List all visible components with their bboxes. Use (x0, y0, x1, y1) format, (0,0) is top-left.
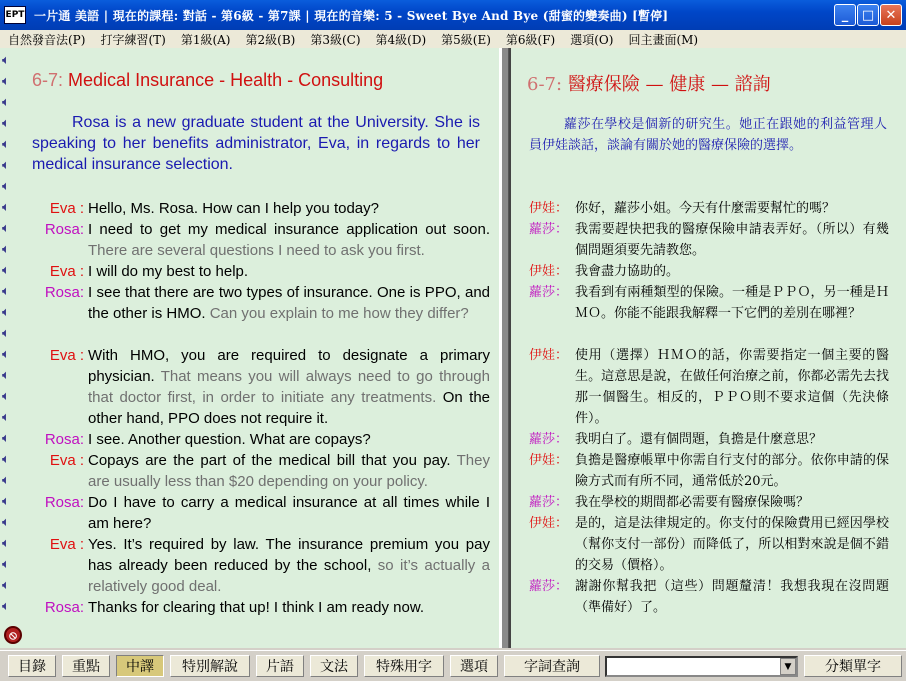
lesson-number: 6-7: (32, 70, 64, 90)
dialogue-text: I need to get my medical insurance application out soon. (88, 221, 490, 238)
speaker-eva: 伊娃： (529, 516, 569, 531)
dialogue-text: 我在學校的期間都必需要有醫療保險嗎？ (575, 495, 810, 510)
dialogue-text: With HMO, you are required to designate a primary physician. (88, 347, 490, 385)
speaker-eva: Eva : (49, 263, 84, 280)
dialogue-line (32, 429, 490, 450)
app-logo: EPT (4, 6, 26, 24)
speaker-rosa: Rosa: (44, 284, 84, 301)
dialogue-text: Do I have to carry a medical insurance at all times while I am here? (88, 494, 490, 532)
phrases-button[interactable]: 片語 (256, 655, 304, 677)
speaker-rosa: 蘿莎： (529, 285, 569, 300)
word-lookup-input[interactable] (605, 656, 798, 677)
dialogue-line (529, 513, 889, 576)
speaker-eva: Eva : (49, 536, 84, 553)
special-notes-button[interactable]: 特別解說 (170, 655, 250, 677)
speaker-icon[interactable] (2, 556, 24, 574)
lesson-title-text: Medical Insurance - Health - Consulting (68, 70, 384, 90)
dialogue-text: Copays are the part of the medical bill that you pay. (88, 452, 451, 469)
speaker-icon[interactable] (2, 220, 24, 238)
speaker-icon[interactable] (2, 304, 24, 322)
dialogue-line (529, 576, 889, 618)
speaker-rosa: 蘿莎： (529, 579, 569, 594)
menu-level-1[interactable]: 第1級(A) (180, 32, 231, 47)
speaker-icon[interactable] (2, 178, 24, 196)
dialogue-text: On the other hand, PPO does not require it. (88, 389, 491, 427)
speaker-eva: Eva : (49, 452, 84, 469)
speaker-rosa: Rosa: (44, 431, 84, 448)
close-button[interactable]: ✕ (880, 4, 902, 26)
dialogue-text: 我會盡力協助的。 (575, 264, 680, 279)
word-lookup-button[interactable]: 字詞查詢 (504, 655, 600, 677)
dialogue-line (32, 450, 490, 492)
dialogue-text: 是的，這是法律規定的。你支付的保險費用已經因學校（幫你支付一部份）而降低了，所以相對來說是個不錯的交易（價格）。 (575, 516, 889, 573)
minimize-button[interactable]: _ (834, 4, 856, 26)
title-bar (0, 0, 906, 30)
speaker-icon[interactable] (2, 157, 24, 175)
speaker-icon[interactable] (2, 598, 24, 616)
translation-button[interactable]: 中譯 (116, 655, 164, 677)
key-points-button[interactable]: 重點 (62, 655, 110, 677)
speaker-icon[interactable] (2, 115, 24, 133)
dialogue-text: I will do my best to help. (88, 263, 249, 280)
contents-button[interactable]: 目錄 (8, 655, 56, 677)
stop-icon[interactable]: ⦸ (4, 626, 22, 644)
speaker-eva: Eva : (49, 200, 84, 217)
speaker-icon[interactable] (2, 472, 24, 490)
speaker-eva: 伊娃： (529, 201, 569, 216)
menu-level-5[interactable]: 第5級(E) (441, 32, 491, 47)
dialogue-text-grey: That means you will always need to go through that doctor first, in order to initiate any treatments. (88, 368, 490, 406)
speaker-rosa: Rosa: (44, 599, 84, 616)
speaker-rosa: 蘿莎： (529, 495, 569, 510)
speaker-icon[interactable] (2, 514, 24, 532)
bottom-toolbar (0, 650, 906, 681)
speaker-icon[interactable] (2, 325, 24, 343)
lesson-title-english (32, 70, 383, 91)
category-words-button[interactable]: 分類單字 (804, 655, 902, 677)
menu-options[interactable]: 選項(O) (570, 32, 614, 47)
special-words-button[interactable]: 特殊用字 (364, 655, 444, 677)
speaker-icon[interactable] (2, 409, 24, 427)
menu-level-3[interactable]: 第3級(C) (310, 32, 361, 47)
dialogue-text: 你好，蘿莎小姐。今天有什麼需要幫忙的嗎？ (575, 201, 836, 216)
grammar-button[interactable]: 文法 (310, 655, 358, 677)
pane-divider[interactable] (501, 48, 509, 648)
menu-level-6[interactable]: 第6級(F) (505, 32, 556, 47)
maximize-button[interactable]: □ (857, 4, 879, 26)
speaker-rosa: 蘿莎： (529, 222, 569, 237)
dialogue-line (529, 450, 889, 492)
speaker-icon[interactable] (2, 73, 24, 91)
dialogue-line (529, 261, 889, 282)
lesson-number: 6-7: (527, 74, 563, 95)
dialogue-text-grey: so it’s actually a relatively good deal. (88, 557, 490, 595)
options-button[interactable]: 選項 (450, 655, 498, 677)
dialogue-text: 使用（選擇）ＨＭＯ的話，你需要指定一個主要的醫生。這意思是說，在做任何治療之前，你都必需先去找那一個醫生。相反的，ＰＰＯ則不要求這個（先決條件）。 (575, 348, 889, 426)
dialogue-line (32, 345, 490, 429)
speaker-eva: Eva : (49, 347, 84, 364)
dialogue-line (32, 597, 490, 618)
dialogue-line (32, 282, 490, 324)
menu-phonics[interactable]: 自然發音法(P) (8, 32, 86, 47)
dialogue-line (32, 198, 490, 219)
speaker-eva: 伊娃： (529, 264, 569, 279)
speaker-rosa: 蘿莎： (529, 432, 569, 447)
dialogue-line (529, 492, 889, 513)
speaker-eva: 伊娃： (529, 348, 569, 363)
menu-home[interactable]: 回主畫面(M) (628, 32, 699, 47)
dialogue-text-grey: Can you explain to me how they differ? (209, 305, 469, 322)
dialogue-line (529, 198, 889, 219)
menu-bar (0, 30, 906, 48)
dialogue-text: Thanks for clearing that up! I think I am ready now. (88, 599, 425, 616)
dialogue-text: 負擔是醫療帳單中你需自行支付的部分。依你申請的保險方式而有所不同，通常低於20元。 (575, 453, 889, 489)
menu-typing[interactable]: 打字練習(T) (100, 32, 166, 47)
window-title: 一片通 美語 | 現在的課程: 對話 - 第6級 - 第7課 | 現在的音樂: 5 - Sweet Bye And Bye (甜蜜的變奏曲) [暫停] (34, 8, 669, 23)
speaker-eva: 伊娃： (529, 453, 569, 468)
dialogue-text-grey: There are several questions I need to ask you first. (88, 242, 425, 259)
dialogue-text: Yes. It’s required by law. The insurance premium you pay has already been reduced by the school, (88, 536, 490, 574)
dialogue-text: 我明白了。還有個問題，負擔是什麼意思？ (575, 432, 823, 447)
speaker-icon[interactable] (2, 199, 24, 217)
dialogue-text: I see that there are two types of insurance. One is PPO, and the other is HMO. (88, 284, 490, 322)
dialogue-line (32, 492, 490, 534)
dialogue-text-grey: They are usually less than $20 depending on your policy. (88, 452, 490, 490)
speaker-icon[interactable] (2, 136, 24, 154)
dialogue-text: I see. Another question. What are copays? (88, 431, 371, 448)
dialogue-line (32, 219, 490, 261)
speaker-icon[interactable] (2, 283, 24, 301)
speaker-icon[interactable] (2, 451, 24, 469)
dialogue-line (529, 282, 889, 324)
chinese-pane (509, 48, 906, 648)
speaker-icon[interactable] (2, 241, 24, 259)
dialogue-line (529, 219, 889, 261)
dialogue-line (529, 345, 889, 429)
speaker-icon[interactable] (2, 535, 24, 553)
speaker-icon[interactable] (2, 388, 24, 406)
dialogue-line (32, 261, 490, 282)
speaker-rosa: Rosa: (44, 494, 84, 511)
dialogue-text: 我需要趕快把我的醫療保險申請表弄好。（所以）有幾個問題須要先請教您。 (575, 222, 889, 258)
speaker-icon[interactable] (2, 493, 24, 511)
dialogue-text: Hello, Ms. Rosa. How can I help you today? (88, 200, 379, 217)
dialogue-line (529, 429, 889, 450)
speaker-rosa: Rosa: (44, 221, 84, 238)
menu-level-2[interactable]: 第2級(B) (245, 32, 296, 47)
speaker-icon[interactable] (2, 94, 24, 112)
speaker-icon[interactable] (2, 52, 24, 70)
intro-paragraph-english: Rosa is a new graduate student at the University. She is speaking to her benefits administrator, Eva, in regards to her medical insurance selection. (32, 114, 480, 173)
dialogue-text: 我看到有兩種類型的保險。一種是ＰＰＯ，另一種是ＨＭＯ。你能不能跟我解釋一下它們的差別在哪裡？ (575, 285, 889, 321)
speaker-icon[interactable] (2, 346, 24, 364)
speaker-icon[interactable] (2, 262, 24, 280)
lesson-title-text: 醫療保險 — 健康 — 諮詢 (567, 74, 771, 95)
lesson-title-chinese (527, 70, 771, 96)
dialogue-text: 謝謝你幫我把（這些）問題釐清！我想我現在沒問題（準備好）了。 (575, 579, 889, 615)
dialogue-line (32, 534, 490, 597)
english-pane (0, 48, 501, 648)
speaker-icon[interactable] (2, 577, 24, 595)
menu-level-4[interactable]: 第4級(D) (375, 32, 427, 47)
chevron-down-icon[interactable]: ▼ (780, 658, 796, 675)
intro-paragraph-chinese: 蘿莎在學校是個新的研究生。她正在跟她的利益管理人員伊娃談話，談論有關於她的醫療保險的選擇。 (529, 117, 887, 153)
speaker-icon[interactable] (2, 367, 24, 385)
speaker-icon[interactable] (2, 430, 24, 448)
